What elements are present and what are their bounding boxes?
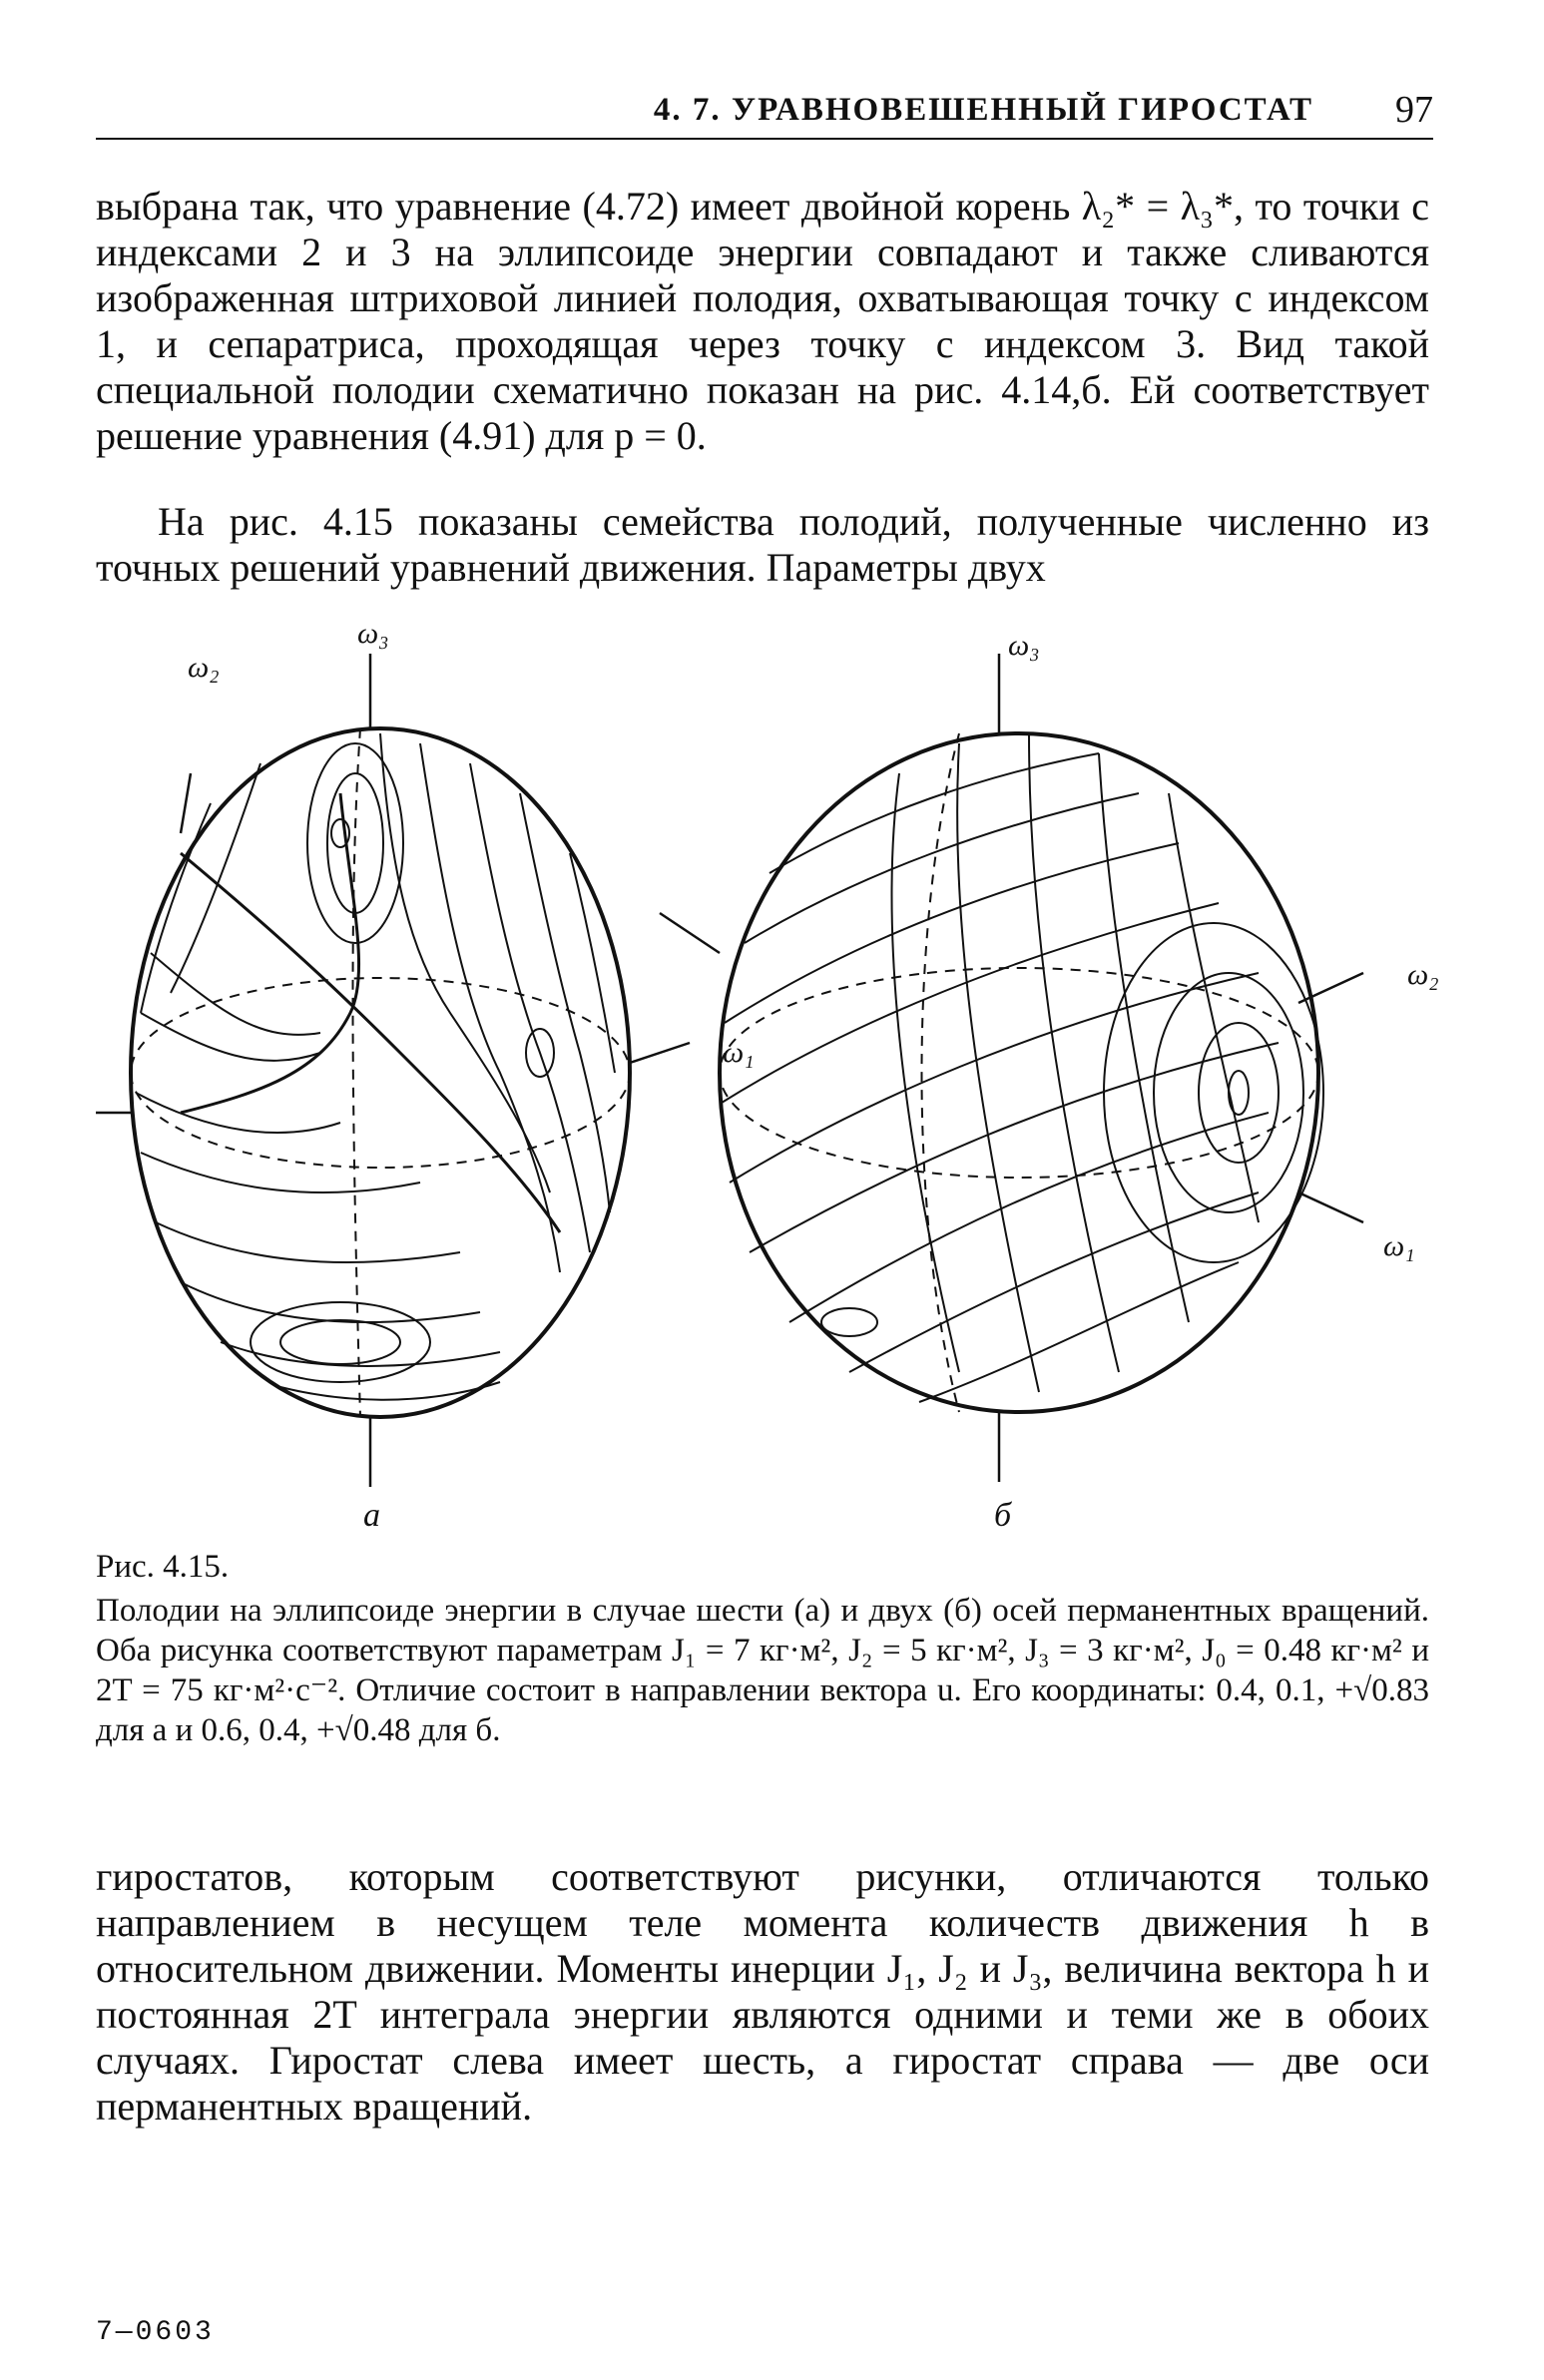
left-axis-omega3-label: ω₃ — [357, 617, 389, 650]
header-rule — [96, 138, 1433, 140]
figure-caption — [96, 1547, 1429, 1750]
running-title: 4. 7. УРАВНОВЕШЕННЫЙ ГИРОСТАТ — [653, 92, 1313, 128]
right-axis-omega1-label: ω₁ — [1383, 1229, 1415, 1262]
right-axis-omega2-label: ω₂ — [1407, 958, 1439, 991]
paragraph-3: гиростатов, которым соответствуют рисунки, отличаются только направлением в несущем теле момента количеств движения h в относительном движении. Моменты инерции J₁, J₂ и J₃, величина вектора h и постоянная 2T интеграла энергии являются одними и теми же в обоих случаях. Гиростат слева имеет шесть, а гиростат справа — две оси перманентных вращений. — [96, 1854, 1429, 2129]
caption-body: Полодии на эллипсоиде энергии в случае шести (а) и двух (б) осей перманентных вращений. Оба рисунка соответствуют параметрам J₁ = 7 кг·м², J₂ = 5 кг·м², J₃ = 3 кг·м², J₀ = 0.48 кг·м² и 2T = 75 кг·м²·с⁻². Отличие состоит в направлении вектора u. Его координаты: 0.4, 0.1, +√0.83 для а и 0.6, 0.4, +√0.48 для б. — [96, 1593, 1429, 1748]
page-number: 97 — [1395, 89, 1433, 131]
right-sublabel: б — [994, 1497, 1012, 1534]
polhode-drawings — [96, 619, 1433, 1517]
figure-4-15 — [96, 617, 1439, 1534]
caption-title: Рис. 4.15. — [96, 1549, 230, 1585]
page-header — [96, 88, 1433, 136]
paragraph-1: выбрана так, что уравнение (4.72) имеет двойной корень λ₂* = λ₃*, то точки с индексами 2 и 3 на эллипсоиде энергии совпадают и также сливаются изображенная штриховой линией полодия, охватывающая точку с индексом 1, и сепаратриса, проходящая через точку с индексом 3. Вид такой специальной полодии схематично показан на рис. 4.14,б. Ей соответствует решение уравнения (4.91) для p = 0. — [96, 184, 1429, 458]
ellipsoid-a — [96, 654, 690, 1487]
right-axis-omega3-label: ω₃ — [1008, 629, 1040, 662]
left-axis-omega2-label: ω₂ — [188, 651, 220, 684]
ellipsoid-b — [660, 654, 1363, 1482]
paragraph-2: На рис. 4.15 показаны семейства полодий, полученные численно из точных решений уравнений движения. Параметры двух — [96, 499, 1429, 590]
signature-mark: 7—0603 — [96, 2317, 215, 2348]
left-sublabel: а — [363, 1497, 380, 1534]
left-axis-omega1-label: ω₁ — [723, 1036, 755, 1069]
